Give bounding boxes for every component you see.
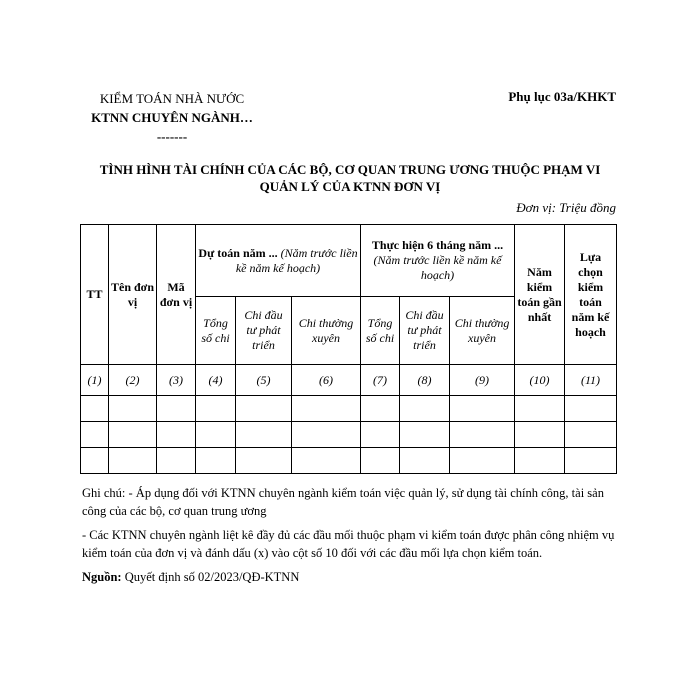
header-left (82, 89, 262, 146)
table-cell (157, 396, 196, 422)
header-lua-chon: Lựa chọn kiểm toán năm kế hoạch (565, 225, 617, 365)
table-cell (361, 396, 400, 422)
note-2: - Các KTNN chuyên ngành liệt kê đầy đủ các đầu mối thuộc phạm vi kiểm toán được phân công nhiệm vụ kiểm toán của đơn vị và đánh dấu (x) vào cột số 10 đối với các đầu mối lựa chọn kiểm toán. (82, 528, 615, 560)
header-ten-don-vi: Tên đơn vị (109, 225, 157, 365)
page-title (80, 161, 620, 195)
col-number: (3) (157, 365, 196, 396)
note-1: Ghi chú: - Áp dụng đối với KTNN chuyên ngành kiểm toán việc quản lý, sử dụng tài chính công, tài sản công của các bộ, cơ quan trung ương (82, 486, 604, 518)
unit-label: Đơn vị: Triệu đồng (516, 200, 616, 215)
col-number: (6) (292, 365, 361, 396)
sub-chi-dau-tu-2: Chi đầu tư phát triển (400, 297, 450, 365)
table-cell (196, 396, 236, 422)
table-cell (400, 396, 450, 422)
table-cell (236, 448, 292, 474)
table-cell (81, 396, 109, 422)
table-cell (292, 396, 361, 422)
table-cell (196, 448, 236, 474)
sub-chi-dau-tu-1: Chi đầu tư phát triển (236, 297, 292, 365)
table-cell (450, 448, 515, 474)
table-cell (109, 396, 157, 422)
sub-tong-so-chi-1: Tổng số chi (196, 297, 236, 365)
source-label: Nguồn: (82, 570, 122, 584)
col-number: (10) (515, 365, 565, 396)
thuc-hien-note: (Năm trước liền kề năm kế hoạch) (373, 253, 502, 282)
title-line-1: TÌNH HÌNH TÀI CHÍNH CỦA CÁC BỘ, CƠ QUAN TRUNG ƯƠNG THUỘC PHẠM VI (99, 162, 601, 177)
table-cell (361, 448, 400, 474)
table-cell (400, 422, 450, 448)
thuc-hien-title: Thực hiện 6 tháng năm ... (371, 238, 504, 252)
col-number: (9) (450, 365, 515, 396)
header-tt: TT (81, 225, 109, 365)
table-cell (292, 422, 361, 448)
header-thuc-hien (361, 225, 515, 297)
col-number: (5) (236, 365, 292, 396)
title-line-2: QUẢN LÝ CỦA KTNN ĐƠN VỊ (259, 179, 441, 194)
sub-chi-thuong-xuyen-2: Chi thường xuyên (450, 297, 515, 365)
table-cell (157, 448, 196, 474)
col-number: (7) (361, 365, 400, 396)
col-number: (11) (565, 365, 617, 396)
sub-chi-thuong-xuyen-1: Chi thường xuyên (292, 297, 361, 365)
table-row (81, 422, 617, 448)
table-cell (196, 422, 236, 448)
table-cell (361, 422, 400, 448)
col-number: (1) (81, 365, 109, 396)
header-nam-kiem-toan: Năm kiểm toán gần nhất (515, 225, 565, 365)
column-number-row (81, 365, 617, 396)
dept-name: KTNN CHUYÊN NGÀNH… (91, 110, 253, 125)
col-number: (4) (196, 365, 236, 396)
financial-table (80, 224, 617, 474)
table-cell (565, 422, 617, 448)
du-toan-title: Dự toán năm ... (198, 245, 278, 260)
table-cell (236, 396, 292, 422)
table-cell (81, 422, 109, 448)
table-row (81, 396, 617, 422)
sub-tong-so-chi-2: Tổng số chi (361, 297, 400, 365)
separator-dashes: ------- (156, 129, 188, 144)
du-toan-note: (Năm trước liền kề năm kế hoạch) (235, 245, 358, 275)
appendix-label: Phụ lục 03a/KHKT (508, 89, 616, 104)
table-cell (157, 422, 196, 448)
header-du-toan (196, 225, 361, 297)
org-name: KIỂM TOÁN NHÀ NƯỚC (99, 91, 245, 106)
table-cell (109, 448, 157, 474)
table-cell (450, 422, 515, 448)
table-cell (400, 448, 450, 474)
col-number: (2) (109, 365, 157, 396)
table-cell (450, 396, 515, 422)
source-text: Quyết định số 02/2023/QĐ-KTNN (124, 570, 300, 584)
header-ma-don-vi: Mã đơn vị (157, 225, 196, 365)
table-cell (565, 396, 617, 422)
table-row (81, 448, 617, 474)
table-cell (515, 448, 565, 474)
table-cell (515, 396, 565, 422)
source-line (82, 568, 620, 586)
table-cell (292, 448, 361, 474)
table-cell (515, 422, 565, 448)
notes-section (82, 484, 620, 592)
table-cell (81, 448, 109, 474)
table-cell (565, 448, 617, 474)
table-cell (236, 422, 292, 448)
col-number: (8) (400, 365, 450, 396)
table-cell (109, 422, 157, 448)
